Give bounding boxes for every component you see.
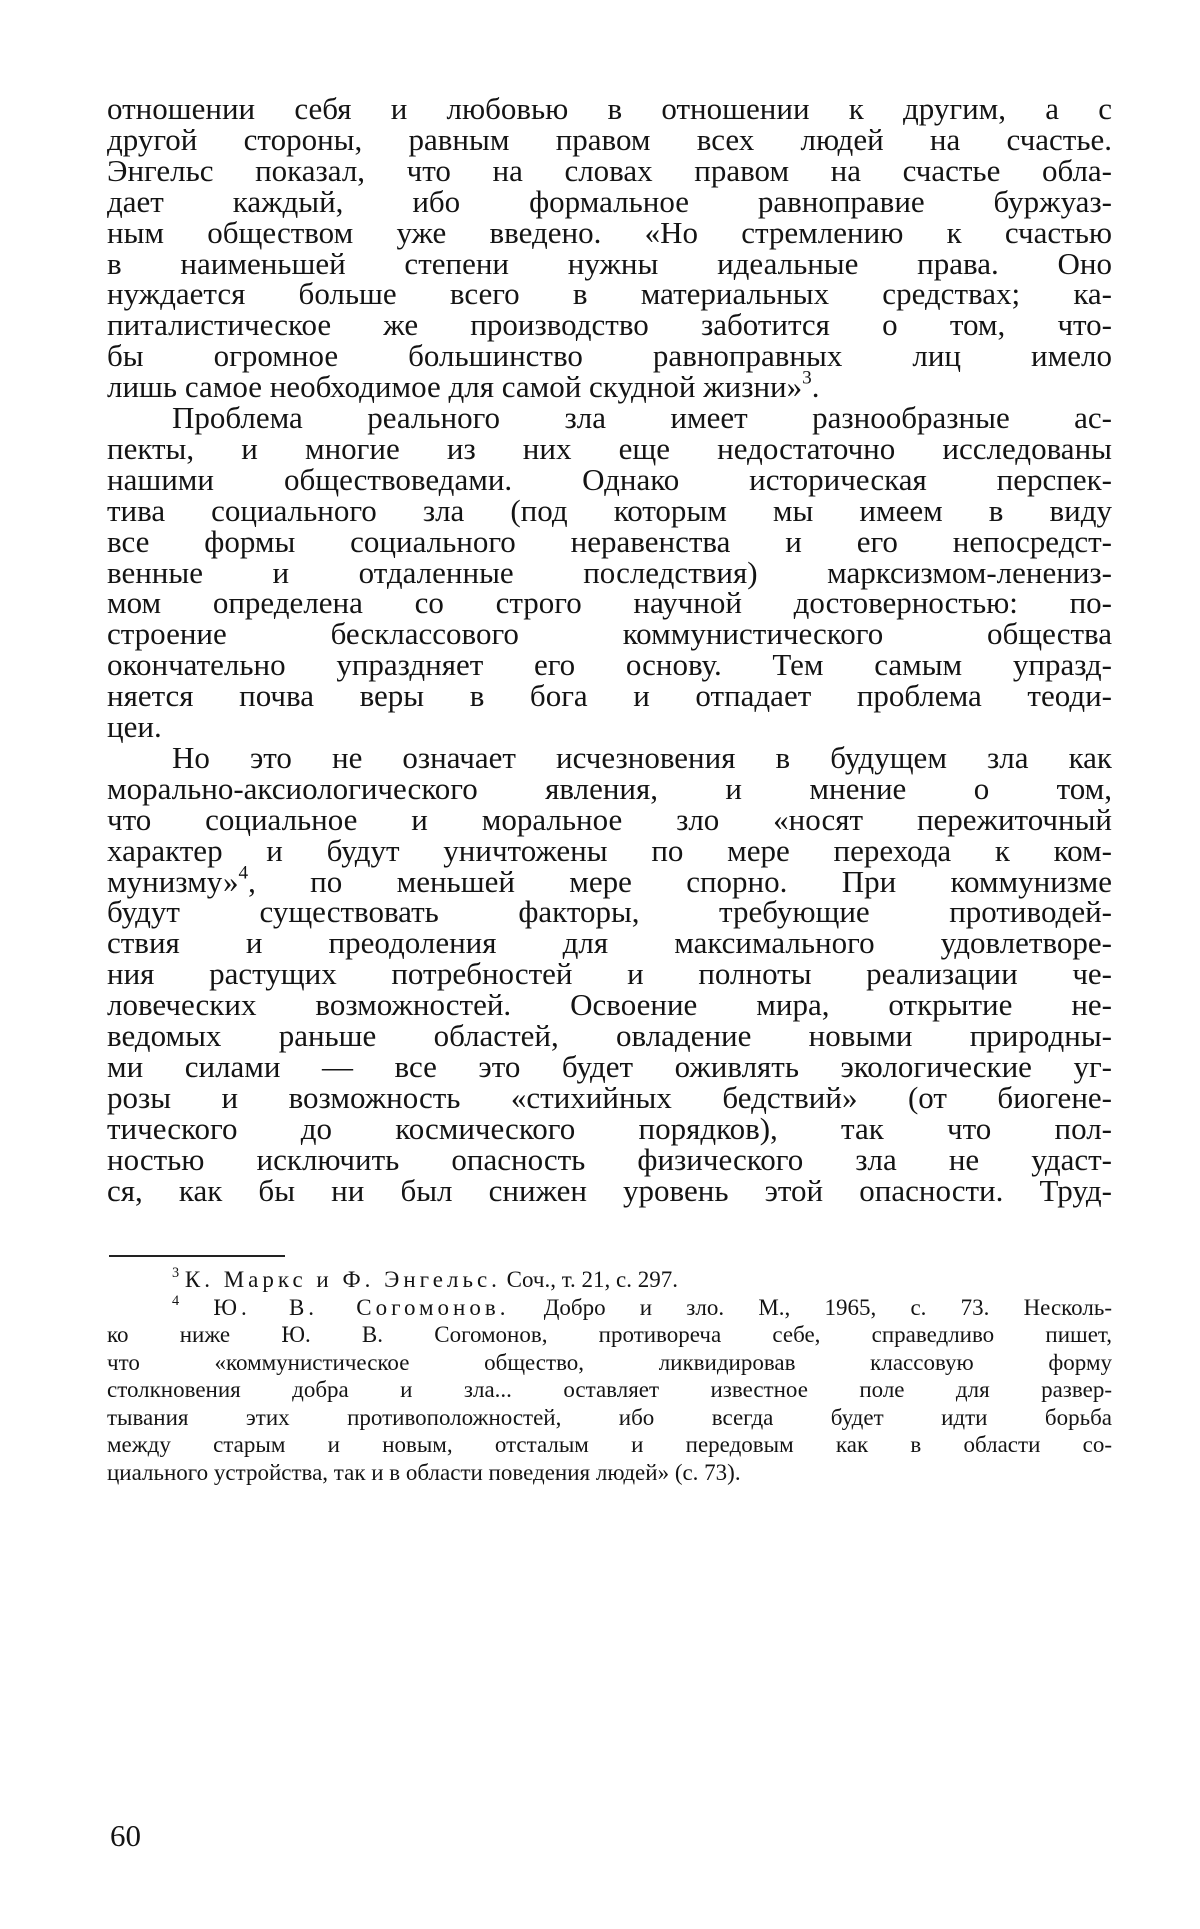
footnote-line: между старым и новым, отсталым и передовым как в области со-	[107, 1432, 1112, 1457]
text-line: в наименьшей степени нужны идеальные права. Оно	[107, 245, 1112, 281]
text-line: няется почва веры в бога и отпадает проблема теоди-	[107, 678, 1112, 714]
text-line: окончательно упраздняет его основу. Тем самым упразд-	[107, 647, 1112, 683]
text-line: другой стороны, равным правом всех людей на счастье.	[107, 121, 1112, 157]
text-line: ным обществом уже введено. «Но стремлению к счастью	[107, 214, 1112, 250]
footnote-line: $^4$ Ю. В. Согомонов. Добро и зло. М., 1965, с. 73. Несколь-	[172, 1292, 1113, 1320]
text-line: строение бесклассового коммунистического общества	[107, 616, 1112, 652]
footnote-mark: 4	[172, 1292, 180, 1309]
text-line: мунизму»$^4$, по меньшей мере спорно. При коммунизме	[107, 862, 1112, 899]
footnote-author: К. Маркс и Ф. Энгельс.	[184, 1267, 501, 1292]
text-line: Но это не означает исчезновения в будущем зла как	[172, 739, 1112, 775]
text-line: нуждается больше всего в материальных средствах; ка-	[107, 276, 1112, 312]
text-line: пекты, и многие из них еще недостаточно исследованы	[107, 430, 1112, 466]
footnote-line: тывания этих противоположностей, ибо всегда будет идти борьба	[107, 1404, 1112, 1430]
footnote-author: Ю. В. Согомонов.	[213, 1294, 510, 1320]
footnote-mark: 3	[172, 1265, 180, 1282]
text-line: ствия и преодоления для максимального удовлетворе-	[107, 925, 1112, 961]
text-line: тического до космического порядков), так что пол-	[107, 1110, 1112, 1146]
text-line: Проблема реального зла имеет разнообразные ас-	[172, 400, 1112, 435]
text-line: все формы социального неравенства и его непосредст-	[107, 523, 1112, 559]
footnote-line: что «коммунистическое общество, ликвидировав классовую форму	[107, 1349, 1112, 1375]
text-line: ния растущих потребностей и полноты реализации че-	[107, 956, 1112, 992]
text-line: ся, как бы ни был снижен уровень этой опасности. Труд-	[107, 1172, 1112, 1208]
text-line: характер и будут уничтожены по мере перехода к ком-	[107, 832, 1112, 868]
footnote-line: $^3$ К. Маркс и Ф. Энгельс. Соч., т. 21, с. 297.	[172, 1265, 679, 1292]
text-line: тива социального зла (под которым мы имеем в виду	[107, 492, 1112, 528]
footnote-ref: 4	[238, 862, 249, 884]
text-line: венные и отдаленные последствия) марксизмом-ленениз-	[107, 554, 1112, 590]
text-line: ностью исключить опасность физического зла не удаст-	[107, 1141, 1112, 1177]
text-line: морально-аксиологического явления, и мнение о том,	[107, 770, 1112, 806]
footnote-line: циального устройства, так и в области поведения людей» (с. 73).	[107, 1459, 741, 1485]
footnote-line: столкновения добра и зла... оставляет известное поле для развер-	[107, 1377, 1112, 1402]
text-line: будут существовать факторы, требующие противодей-	[107, 894, 1112, 930]
text-line: цеи.	[107, 709, 162, 744]
text-line: ведомых раньше областей, овладение новыми природны-	[107, 1018, 1112, 1053]
text-line: нашими обществоведами. Однако историческая перспек-	[107, 461, 1112, 497]
footnote-separator	[109, 1255, 285, 1257]
text-line: что социальное и моральное зло «носят пережиточный	[107, 801, 1112, 837]
text-line: мом определена со строго научной достоверностью: по-	[107, 585, 1112, 621]
text-line: питалистическое же производство заботится о том, что-	[107, 307, 1112, 343]
text-line: ми силами — все это будет оживлять экологические уг-	[107, 1048, 1112, 1084]
text-line: Энгельс показал, что на словах правом на счастье обла-	[107, 152, 1112, 188]
text-line: дает каждый, ибо формальное равноправие буржуаз-	[107, 183, 1112, 219]
footnote-line: ко ниже Ю. В. Согомонов, противореча себе, справедливо пишет,	[107, 1322, 1112, 1347]
text-line: бы огромное большинство равноправных лиц имело	[107, 338, 1112, 374]
text-line: розы и возможность «стихийных бедствий» (от биогене-	[107, 1079, 1112, 1115]
text-line: отношении себя и любовью в отношении к другим, а с	[107, 91, 1112, 126]
text-line: лишь самое необходимое для самой скудной жизни»$^3$.	[107, 367, 820, 405]
page-number: 60	[110, 1818, 141, 1853]
text-line: ловеческих возможностей. Освоение мира, открытие не-	[107, 987, 1112, 1023]
footnote-ref: 3	[802, 367, 812, 389]
